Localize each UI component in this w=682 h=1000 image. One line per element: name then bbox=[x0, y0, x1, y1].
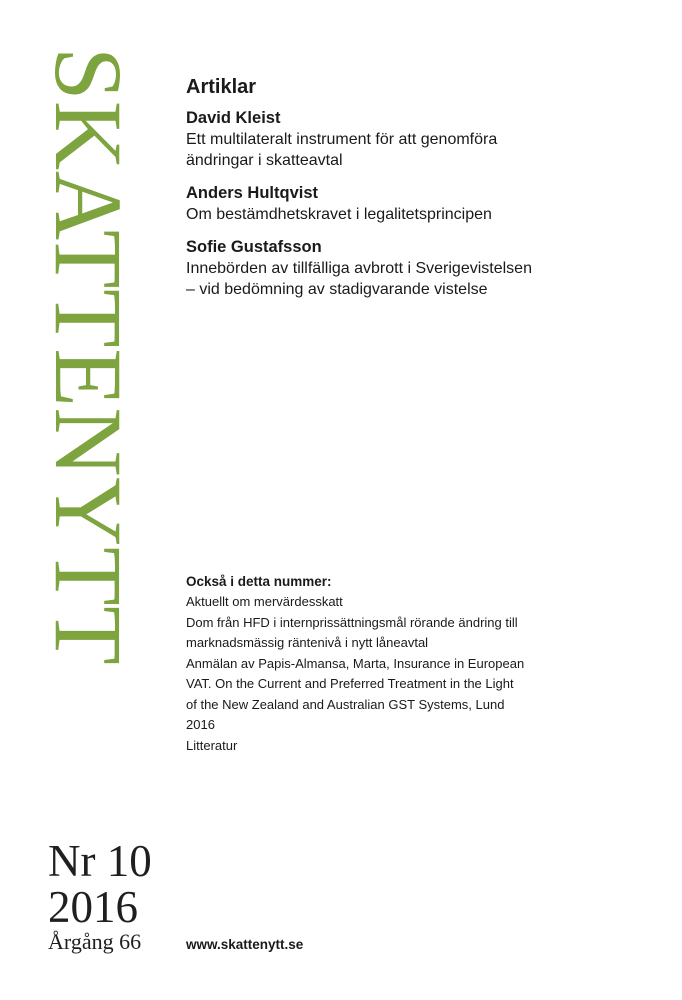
issue-number: Nr 10 bbox=[48, 836, 152, 886]
article-title-line: Om bestämdhetskravet i legalitetsprincipen bbox=[186, 206, 492, 223]
also-in-issue-line: Aktuellt om mervärdesskatt bbox=[186, 594, 343, 609]
also-in-issue-line: VAT. On the Current and Preferred Treatment in the Light bbox=[186, 676, 514, 691]
also-in-issue-heading: Också i detta nummer: bbox=[186, 574, 332, 589]
website-link[interactable]: www.skattenytt.se bbox=[186, 937, 304, 952]
also-in-issue-line: Anmälan av Papis-Almansa, Marta, Insurance in European bbox=[186, 655, 525, 671]
issue-info bbox=[48, 838, 152, 954]
also-in-issue-line: marknadsmässig räntenivå i nytt låneavtal bbox=[186, 635, 429, 650]
also-in-issue-line: of the New Zealand and Australian GST Systems, Lund bbox=[186, 696, 505, 712]
article-title-line: Innebörden av tillfälliga avbrott i Sverigevistelsen bbox=[186, 260, 532, 277]
article-title-line: ändringar i skatteavtal bbox=[186, 152, 343, 169]
articles-heading: Artiklar bbox=[186, 76, 257, 98]
issue-volume: Årgång 66 bbox=[48, 929, 142, 954]
article-item bbox=[186, 108, 656, 171]
also-in-issue-line: 2016 bbox=[186, 717, 215, 732]
article-title-line: Ett multilateralt instrument för att genomföra bbox=[186, 131, 498, 148]
also-in-issue-line: Litteratur bbox=[186, 737, 238, 753]
issue-year: 2016 bbox=[48, 882, 138, 932]
masthead-title: SKATTENYTT bbox=[35, 47, 142, 666]
article-item bbox=[186, 183, 656, 225]
also-in-issue-line: Dom från HFD i internprissättningsmål rörande ändring till bbox=[186, 614, 518, 630]
articles-section bbox=[186, 74, 656, 312]
article-title-line: – vid bedömning av stadigvarande vistelse bbox=[186, 281, 488, 298]
article-item bbox=[186, 237, 656, 300]
article-author: David Kleist bbox=[186, 109, 281, 127]
article-author: Anders Hultqvist bbox=[186, 184, 319, 202]
also-in-issue-section bbox=[186, 572, 586, 756]
article-author: Sofie Gustafsson bbox=[186, 238, 322, 256]
